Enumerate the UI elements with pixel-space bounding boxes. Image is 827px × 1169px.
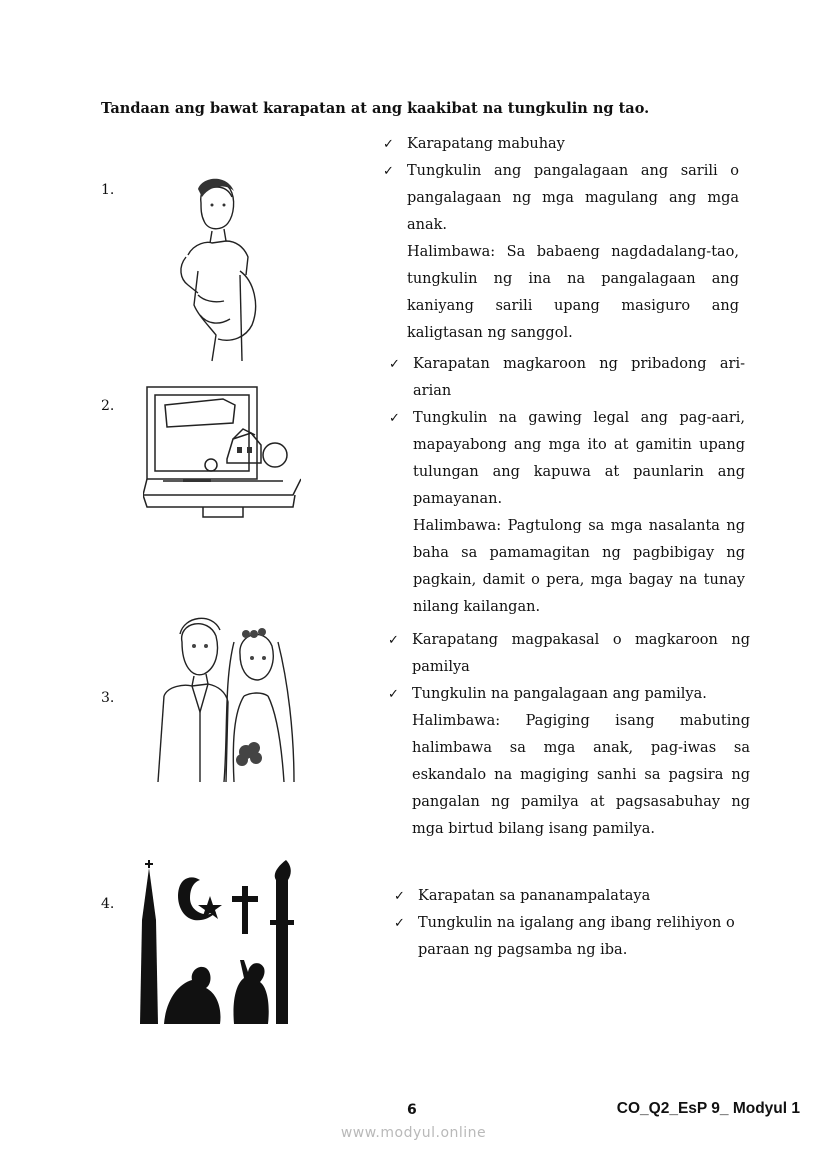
item-text-2 xyxy=(389,351,745,621)
example-text: Halimbawa: Pagiging isang mabuting halimbawa sa mga anak, pag-iwas sa eskandalo na magiging sanhi sa pagsira ng pangalan ng pamilya at pagsasabuhay ng mga birtud bilang isang pamilya. xyxy=(412,713,750,837)
check-icon: ✓ xyxy=(388,633,399,648)
right-text: Karapatang magpakasal o magkaroon ng pamilya xyxy=(412,632,750,675)
check-icon: ✓ xyxy=(383,137,394,152)
briefcase-house-icon xyxy=(143,383,301,521)
example-text: Halimbawa: Sa babaeng nagdadalang-tao, tungkulin ng ina na pangalagaan ang kaniyang sarili upang masiguro ang kaligtasan ng sanggol. xyxy=(407,244,739,341)
item-text-1 xyxy=(383,131,739,347)
check-icon: ✓ xyxy=(383,164,394,179)
check-icon: ✓ xyxy=(389,411,400,426)
item-number-3: 3. xyxy=(101,690,115,706)
item-number-4: 4. xyxy=(101,896,115,912)
example-text: Halimbawa: Pagtulong sa mga nasalanta ng baha sa pamamagitan ng pagbibigay ng pagkain, damit o pera, mga bagay na tunay nilang kailangan. xyxy=(413,518,745,615)
duty-text: Tungkulin ang pangalagaan ang sarili o pangalagaan ng mga magulang ang mga anak. xyxy=(407,163,739,233)
watermark: www.modyul.online xyxy=(340,1125,487,1141)
item-number-1: 1. xyxy=(101,182,115,198)
duty-text: Tungkulin na pangalagaan ang pamilya. xyxy=(412,686,707,702)
check-icon: ✓ xyxy=(389,357,400,372)
item-number-2: 2. xyxy=(101,398,115,414)
check-icon: ✓ xyxy=(388,687,399,702)
item-text-4 xyxy=(394,883,750,964)
check-icon: ✓ xyxy=(394,889,405,904)
page-heading: Tandaan ang bawat karapatan at ang kaakibat na tungkulin ng tao. xyxy=(101,100,650,117)
right-text: Karapatan magkaroon ng pribadong ari-arian xyxy=(413,356,745,399)
wedding-couple-icon xyxy=(154,612,300,784)
pregnant-woman-icon xyxy=(168,175,264,363)
check-icon: ✓ xyxy=(394,916,405,931)
item-text-3 xyxy=(388,627,750,843)
module-code: CO_Q2_EsP 9_ Modyul 1 xyxy=(616,1100,800,1117)
right-text: Karapatang mabuhay xyxy=(407,136,565,152)
right-text: Karapatan sa pananampalataya xyxy=(418,888,651,904)
duty-text: Tungkulin na gawing legal ang pag-aari, mapayabong ang mga ito at gamitin upang tulungan ang kapuwa at paunlarin ang pamayanan. xyxy=(413,410,745,507)
religion-silhouettes-icon xyxy=(138,860,302,1024)
duty-text: Tungkulin na igalang ang ibang relihiyon o paraan ng pagsamba ng iba. xyxy=(418,915,735,958)
page-number: 6 xyxy=(407,1102,417,1118)
